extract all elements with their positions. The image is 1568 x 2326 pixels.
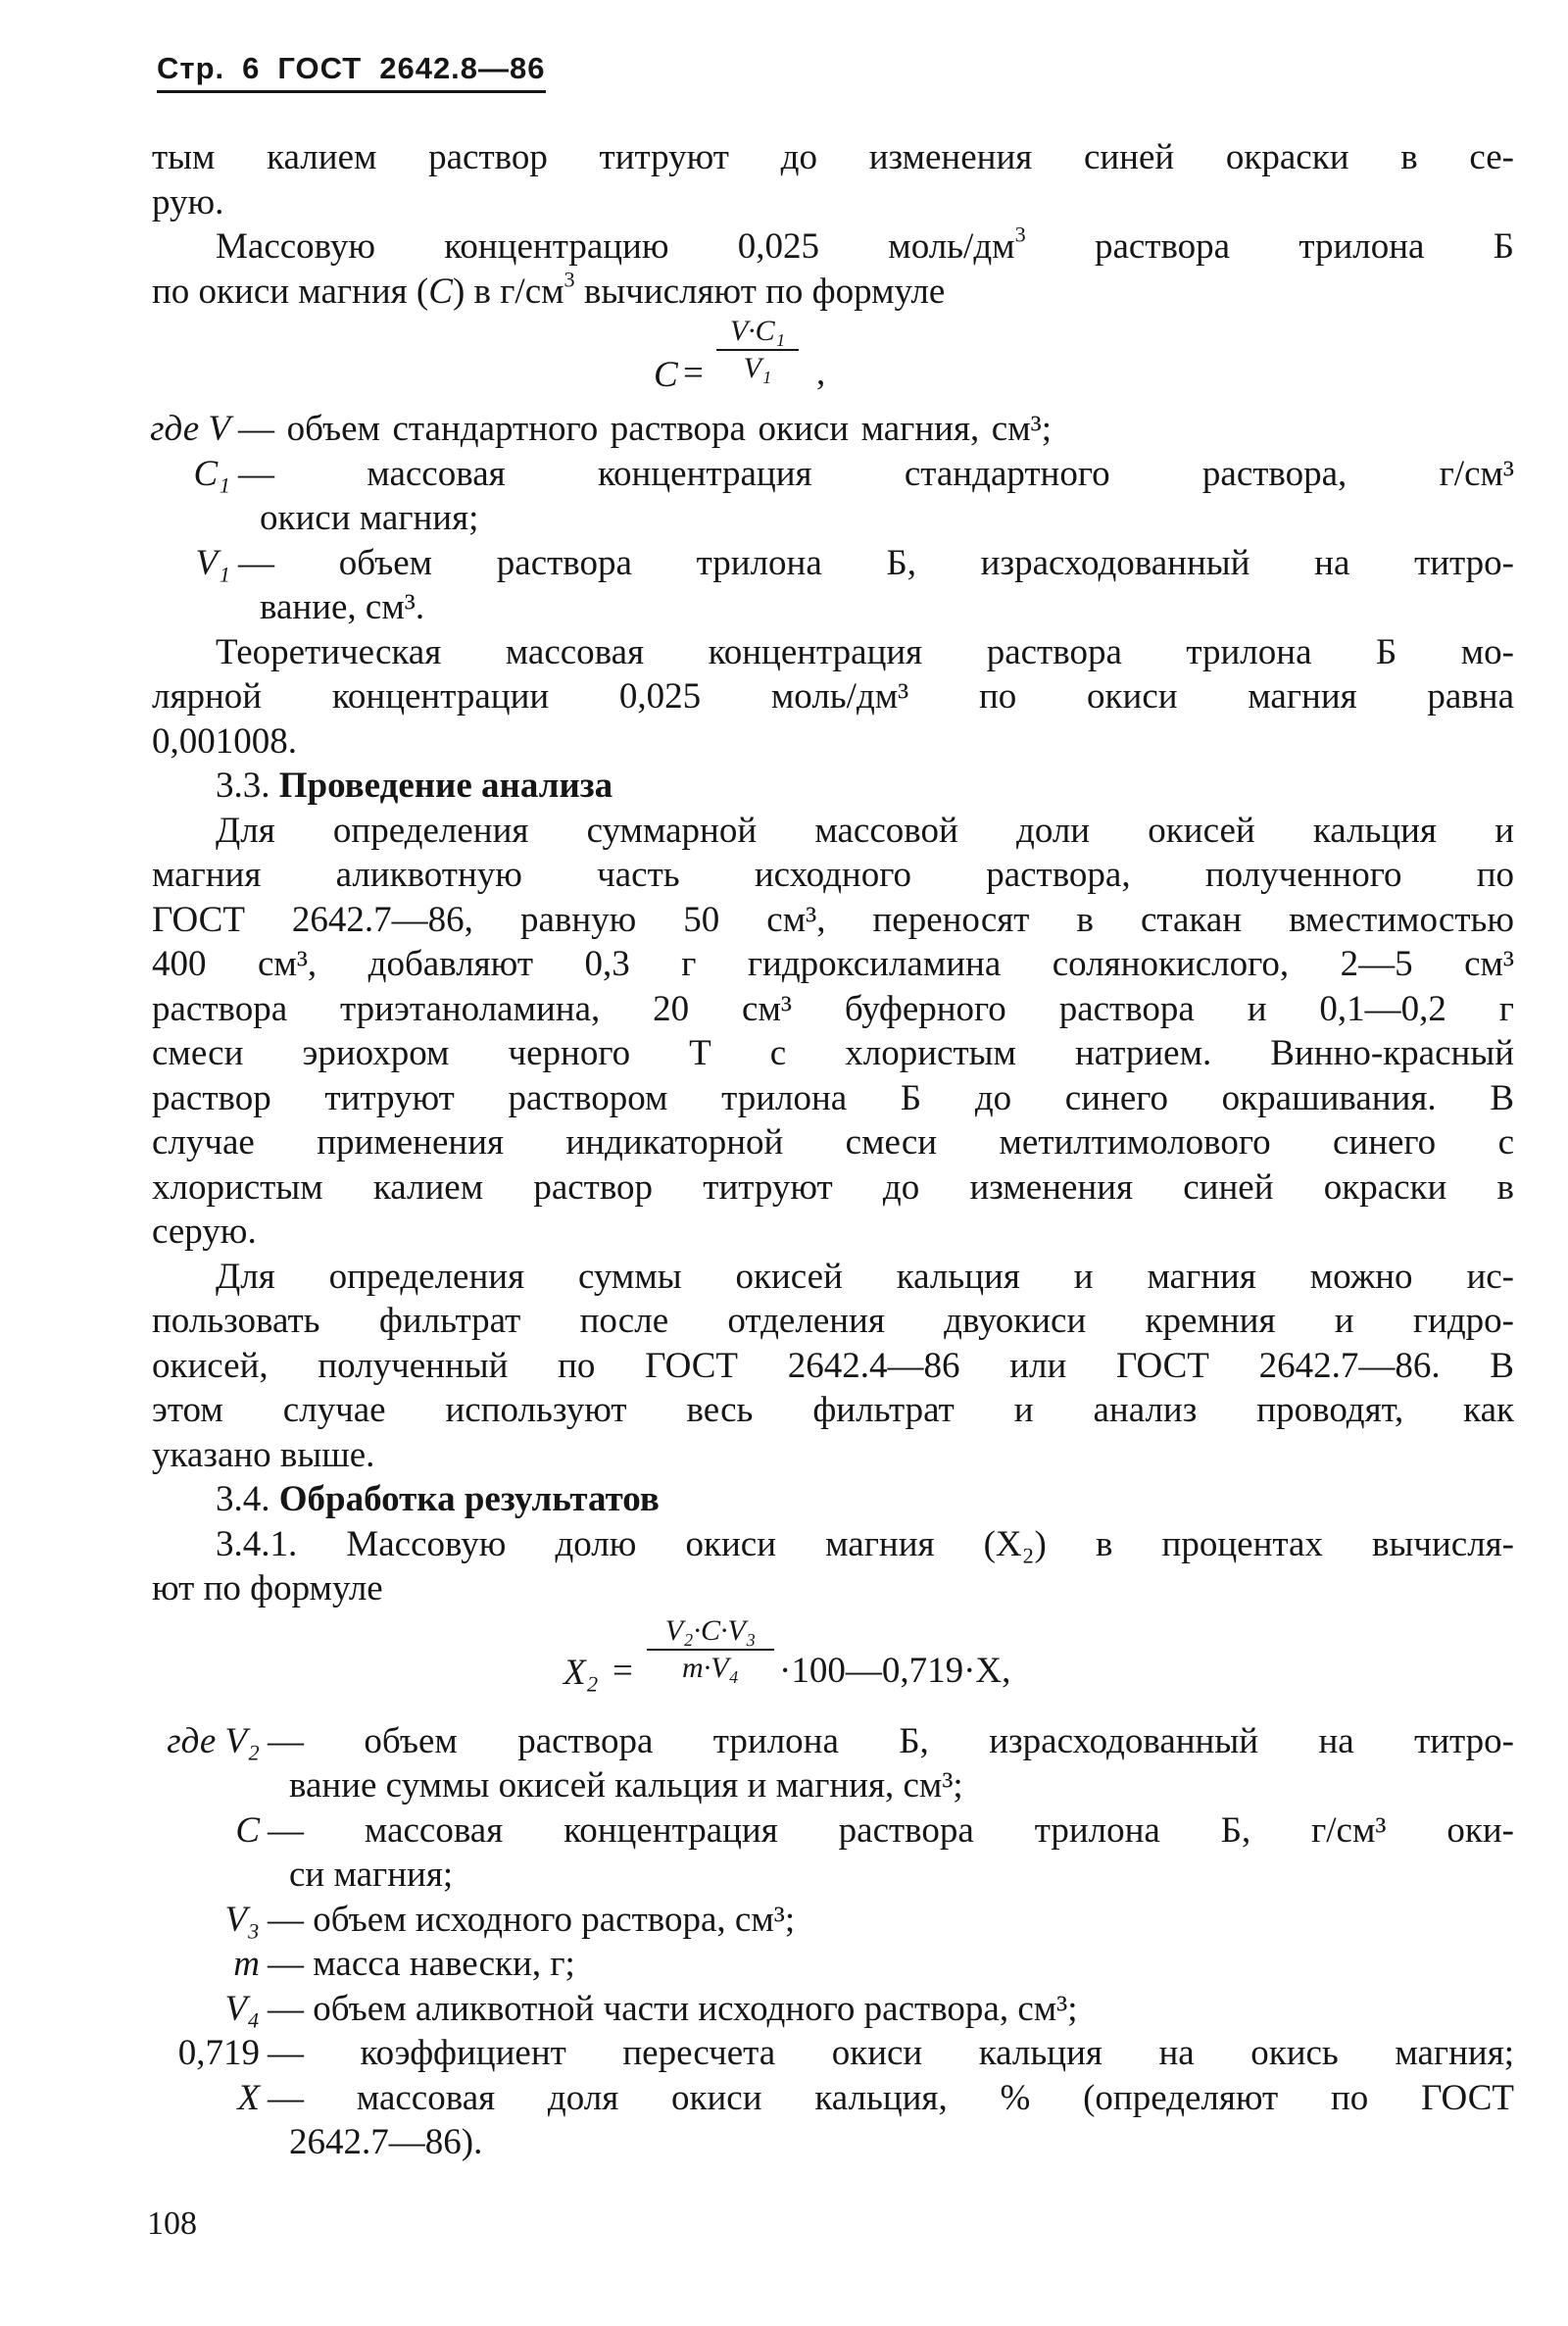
- text-line: ГОСТ 2642.7—86, равную 50 см³, переносят в стакан вместимостью: [152, 899, 1514, 940]
- formula-fraction: [716, 316, 799, 384]
- definition-text: окиси магния;: [260, 498, 479, 538]
- text-line: ют по формуле: [152, 1568, 383, 1608]
- text-line: хлористым калием раствор титруют до изменения синей окраски в: [152, 1166, 1514, 1208]
- section-heading-3-4: 3.4. Обработка результатов: [216, 1479, 660, 1519]
- definition-term: m: [233, 1944, 260, 1984]
- text-line: Теоретическая массовая концентрация раствора трилона Б мо-: [216, 631, 1514, 672]
- definition-term: где V: [150, 409, 230, 449]
- formula-fraction: [647, 1615, 774, 1684]
- definition-term: C₁: [193, 453, 230, 494]
- definition-text: 2642.7—86).: [289, 2122, 483, 2162]
- definition-item: [152, 1808, 1514, 1854]
- definition-text: — массовая концентрация раствора трилона Б, г/см³ оки-: [268, 1809, 1514, 1851]
- formula-denominator: m·V₄: [682, 1651, 739, 1684]
- definitions-list-1: [152, 407, 1514, 630]
- definition-item: [152, 2031, 1514, 2076]
- definition-item: [152, 541, 1514, 586]
- definition-term: X: [237, 2077, 260, 2118]
- formula-lhs: X₂: [564, 1652, 599, 1693]
- definition-text: вание суммы окисей кальция и магния, см³;: [289, 1765, 963, 1806]
- page-number: 108: [147, 2205, 197, 2242]
- definition-text: вание, см³.: [260, 587, 425, 627]
- text-line: Массовую концентрацию 0,025 моль/$дм^3$ раствора трилона Б: [216, 222, 1514, 267]
- formula-eq: =: [612, 1650, 633, 1691]
- text-line: окисей, полученный по ГОСТ 2642.4—86 или ГОСТ 2642.7—86. В: [152, 1345, 1514, 1386]
- text-line: 400 см³, добавляют 0,3 г гидроксиламина солянокислого, 2—5 см³: [152, 944, 1514, 984]
- definition-item: [152, 2076, 1514, 2121]
- document-body: [152, 135, 1514, 2165]
- definition-item: [152, 1942, 1514, 1987]
- text-line: 0,001008.: [152, 720, 297, 762]
- definition-text: — массовая концентрация стандартного раствора, г/см³: [238, 453, 1514, 494]
- formula-c: [152, 314, 1514, 407]
- formula-denominator: V₁: [743, 352, 772, 384]
- text-line: смеси эриохром черного Т с хлористым натрием. Винно-красный: [152, 1033, 1514, 1073]
- page-header: [157, 51, 546, 93]
- definition-text: — объем исходного раствора, см³;: [268, 1899, 796, 1940]
- definition-item: [152, 1987, 1514, 2032]
- text-line: тым калием раствор титруют до изменения синей окраски в се-: [152, 137, 1514, 177]
- text-line: указано выше.: [152, 1434, 375, 1475]
- formula-tail: ,: [816, 353, 826, 393]
- definition-text: си магния;: [289, 1855, 454, 1895]
- text-line: лярной концентрации 0,025 моль/дм³ по окиси магния равна: [152, 676, 1514, 717]
- section-heading-3-3: 3.3. Проведение анализа: [216, 766, 613, 806]
- text-line: 3.4.1. Массовую долю окиси магния (X₂) в процентах вычисля-: [216, 1523, 1514, 1564]
- standard-label: ГОСТ: [277, 51, 363, 85]
- definition-item: [152, 496, 1514, 541]
- definition-text: — массовая доля окиси кальция, % (определяют по ГОСТ: [268, 2077, 1514, 2118]
- definition-item: [152, 1898, 1514, 1943]
- definition-text: — объем раствора трилона Б, израсходованный на титро-: [238, 542, 1514, 583]
- text-line: раствора триэтаноламина, 20 см³ буферного раствора и 0,1—0,2 г: [152, 988, 1514, 1029]
- definition-text: — объем раствора трилона Б, израсходованный на титро-: [268, 1720, 1514, 1761]
- formula-x2: [152, 1611, 1514, 1719]
- text-line: магния аликвотную часть исходного раствора, полученного по: [152, 855, 1514, 895]
- formula-tail: ·100—0,719·X,: [779, 1650, 1011, 1691]
- text-line: Для определения суммарной массовой доли окисей кальция и: [216, 810, 1514, 851]
- definition-text: — масса навески, г;: [268, 1944, 575, 1984]
- definition-item: [152, 407, 1514, 452]
- text-line: Для определения суммы окисей кальция и магния можно ис-: [216, 1256, 1514, 1297]
- definition-item: [152, 452, 1514, 497]
- definitions-list-2: [152, 1719, 1514, 2165]
- formula-lhs: C: [654, 355, 678, 395]
- text-line: случае применения индикаторной смеси метилтимолового синего с: [152, 1122, 1514, 1163]
- definition-term: V₁: [195, 542, 230, 583]
- formula-numerator: V·C₁: [729, 315, 786, 347]
- definition-item: [152, 1763, 1514, 1808]
- definition-term: V₃: [224, 1899, 260, 1940]
- formula-eq: =: [683, 353, 704, 393]
- definition-term: 0,719: [177, 2033, 260, 2073]
- standard-number: 2642.8—86: [379, 51, 546, 85]
- page-label: Стр.: [157, 51, 225, 85]
- text-line: по окиси магния (C) в $г/см^3$ вычисляют по формуле: [152, 266, 946, 312]
- definition-text: — объем стандартного раствора окиси магния, см³;: [238, 409, 1052, 449]
- text-line: пользовать фильтрат после отделения двуокиси кремния и гидро-: [152, 1301, 1514, 1341]
- definition-item: [152, 1719, 1514, 1764]
- page-no: 6: [242, 51, 261, 85]
- definition-item: [152, 585, 1514, 630]
- definition-item: [152, 2120, 1514, 2165]
- formula-numerator: V₂·C·V₃: [664, 1613, 757, 1647]
- definition-term: где V₂: [167, 1720, 260, 1761]
- definition-text: — коэффициент пересчета окиси кальция на окись магния;: [268, 2033, 1514, 2073]
- text-line: этом случае используют весь фильтрат и анализ проводят, как: [152, 1390, 1514, 1430]
- text-line: рую.: [152, 181, 224, 223]
- text-line: раствор титруют раствором трилона Б до синего окрашивания. В: [152, 1077, 1514, 1118]
- definition-term: C: [235, 1809, 260, 1851]
- definition-term: V₄: [224, 1988, 260, 2029]
- definition-text: — объем аликвотной части исходного раствора, см³;: [268, 1988, 1078, 2029]
- text-line: серую.: [152, 1212, 257, 1252]
- definition-item: [152, 1853, 1514, 1898]
